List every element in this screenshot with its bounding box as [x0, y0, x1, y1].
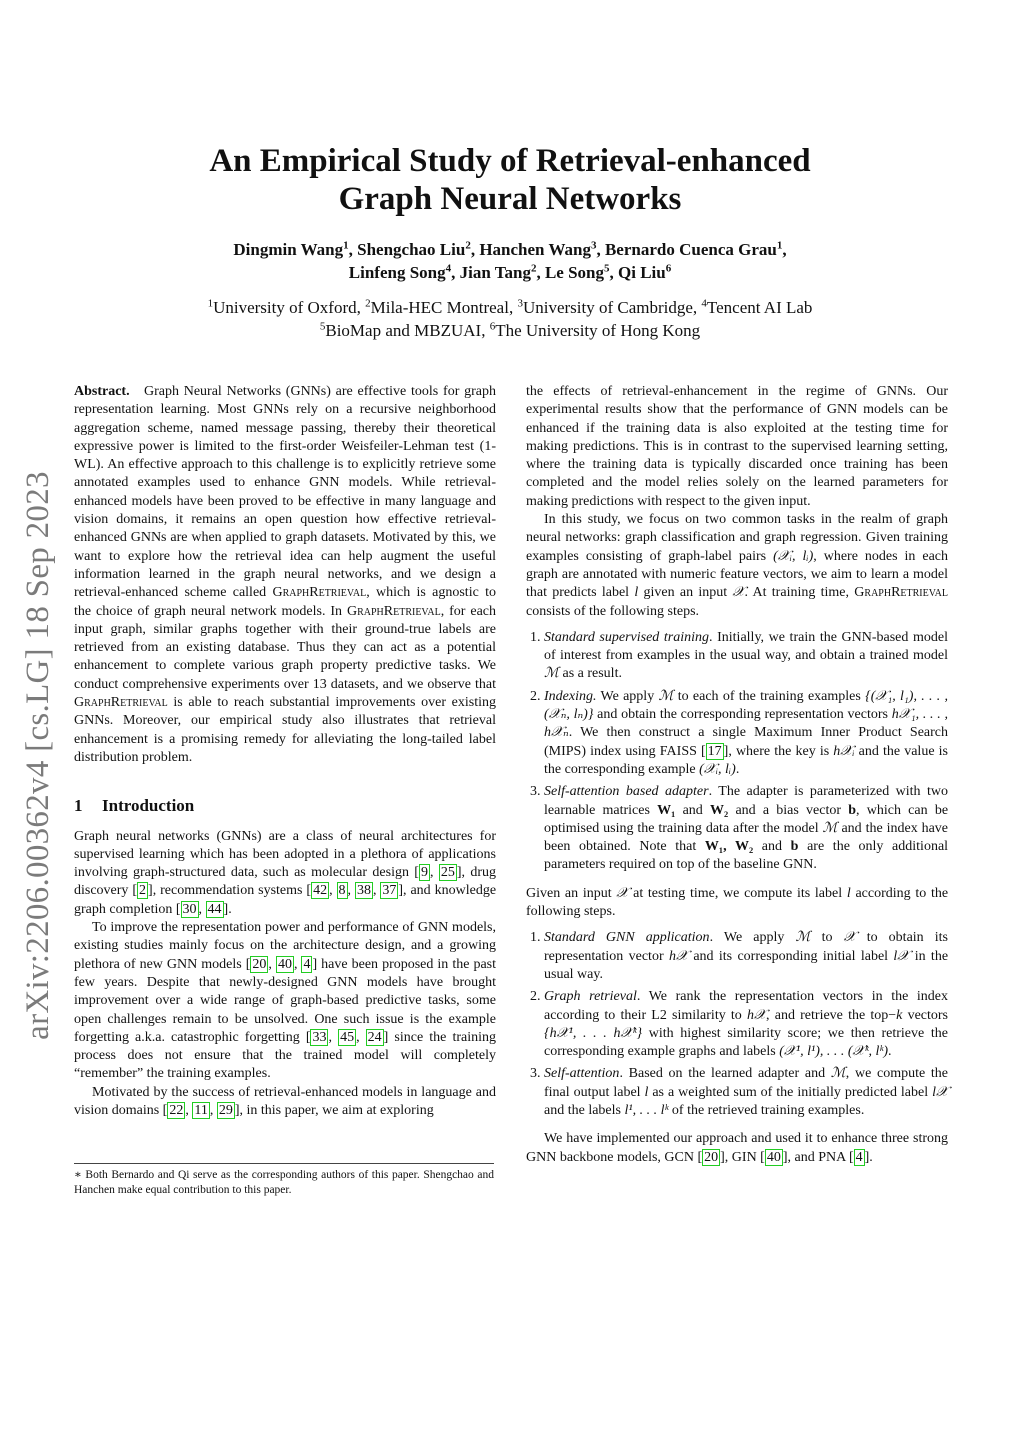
author-name: Hanchen Wang [479, 240, 591, 259]
paragraph-text: as a weighted sum of the initially predicted label [652, 1084, 929, 1100]
affiliation: The University of Hong Kong [495, 321, 701, 340]
math-expression: 𝒳 [732, 585, 745, 601]
abstract-text: , which is agnostic to the choice of graph neural network models. In [74, 585, 496, 619]
affiliation: University of Oxford, [213, 298, 361, 317]
citation-link[interactable]: 38 [356, 883, 371, 899]
abstract [74, 383, 496, 767]
testing-steps-list [526, 929, 948, 1120]
paragraph-text: We have implemented our approach and used it to enhance three strong GNN backbone models, GCN [ [526, 1131, 948, 1165]
title-line-1: An Empirical Study of Retrieval-enhanced [209, 143, 811, 179]
paragraph-text: ], and PNA [ [782, 1149, 854, 1165]
paragraph-text: and [761, 839, 783, 855]
author-affil-mark: 3 [590, 239, 597, 252]
right-paragraph-4 [526, 1130, 948, 1167]
math-expression: h𝒳ᵢ [833, 743, 855, 759]
author-affil-mark: 5 [604, 262, 610, 275]
citation-link[interactable]: 9 [420, 865, 428, 881]
math-expression: ℳ [822, 820, 838, 836]
abstract-label: Abstract. [74, 384, 130, 399]
citation-link[interactable]: 17 [707, 743, 722, 759]
citation-link[interactable]: 45 [340, 1029, 355, 1045]
math-bold: b [790, 839, 799, 855]
paragraph-text: to [821, 930, 833, 946]
paragraph-text: according to the following steps. [526, 885, 949, 920]
math-expression: ℳ [795, 930, 811, 946]
math-expression: (𝒳¹, l¹), . . . (𝒳ᵏ, lᵏ) [779, 1044, 888, 1060]
paragraph-text: and [682, 802, 703, 818]
step-title: Graph retrieval [544, 989, 637, 1005]
method-name: GraphRetrieval [854, 585, 949, 601]
right-paragraph-1: the effects of retrieval-enhancement in the regime of GNNs. Our experimental results show that the performance of GNN models can be enhanced if the training data is also exploited at the testing time for making predictions. This is in contrast to the supervised learning setting, where the training data is typically discarded once training has been completed and the model relies solely on the learned parameters for making predictions with respect to the given input. [526, 384, 948, 509]
citation-link[interactable]: 29 [218, 1102, 233, 1118]
citation-link[interactable]: 40 [766, 1149, 781, 1165]
paragraph-text: and obtain the corresponding representation vectors [597, 707, 888, 723]
math-expression: (𝒳ᵢ, lᵢ) [699, 761, 736, 777]
footnote: ∗ Both Bernardo and Qi serve as the corresponding authors of this paper. Shengchao and Hanchen make equal contribution to this paper. [74, 1169, 494, 1196]
abstract-text: Graph Neural Networks (GNNs) are effective tools for graph representation learning. Most GNNs rely on a recursive neighborhood aggregation scheme, named message passing, thereby their theoretical expressive power is limited to the first-order Weisfeiler-Lehman test (1-WL). An effective approach to this challenge is to explicitly retrieve some annotated examples used to enhance GNN models. While retrieval-enhanced models have been proved to be effective in many language and vision domains, it remains an open question how effective retrieval-enhanced GNNs are when applied to graph datasets. Motivated by this, we want to explore how the retrieval idea can help augment the useful information learned in the graph neural networks, and we design a retrieval-enhanced scheme called [74, 384, 497, 601]
arxiv-side-identifier [8, 450, 68, 1060]
paragraph-text: consists of the following steps. [526, 603, 700, 619]
paragraph-text: To improve the representation power and performance of GNN models, existing studies mainly focus on the architecture design, and a growing plethora of new GNN models [ [74, 920, 496, 972]
paragraph-text: , and retrieve the top− [766, 1007, 897, 1023]
paragraph-text: ], where the key is [723, 743, 830, 759]
paragraph-text: given an input [643, 585, 728, 601]
paragraph-text: . [888, 1044, 892, 1060]
author-name: Linfeng Song [348, 263, 446, 282]
math-expression: 𝒳 [843, 930, 856, 946]
author-affil-mark: 1 [776, 239, 783, 252]
paragraph-text: in the usual way. [544, 948, 949, 982]
citation-link[interactable]: 4 [303, 956, 311, 972]
affiliation: University of Cambridge, [522, 298, 698, 317]
math-expression: l𝒳 [893, 948, 910, 964]
author-name: Dingmin Wang [233, 240, 344, 259]
citation-link[interactable]: 40 [277, 956, 292, 972]
author-name: Bernardo Cuenca Grau [604, 240, 777, 259]
citation-link[interactable]: 33 [312, 1029, 327, 1045]
citation-link[interactable]: 4 [855, 1149, 863, 1165]
paragraph-text: with highest similarity score; we then retrieve the corresponding example graphs and labels [544, 1025, 948, 1060]
list-item [544, 929, 948, 984]
list-item [544, 1065, 948, 1120]
paragraph-text: to obtain its representation vector [544, 930, 948, 964]
paragraph-text: are the only additional parameters required on top of the baseline GNN. [544, 839, 949, 873]
paragraph-text: ], in this paper, we aim at exploring [234, 1102, 434, 1118]
math-expression: l¹, . . . lᵏ [624, 1102, 669, 1118]
author-affil-mark: 1 [343, 239, 349, 252]
math-expression: ℳ [544, 666, 559, 682]
footnote-divider [74, 1163, 494, 1164]
paragraph-text: of the retrieved training examples. [671, 1102, 865, 1118]
paragraph-text: ], GIN [ [720, 1149, 765, 1165]
paragraph-text: and a bias vector [735, 802, 842, 818]
paragraph-text: ]. [864, 1149, 873, 1165]
math-expression: (𝒳ᵢ, lᵢ) [773, 548, 814, 564]
paragraph-text: ], and knowledge graph completion [ [74, 883, 497, 917]
paragraph-text: In this study, we focus on two common tasks in the realm of graph neural networks: graph classification and graph regression. Given training examples consisting of graph-label pairs [526, 512, 948, 564]
math-expression: k [896, 1007, 903, 1023]
citation-link[interactable]: 42 [313, 883, 328, 899]
citation-link[interactable]: 25 [440, 865, 455, 881]
math-expression: l [634, 585, 639, 601]
paragraph-text: Given an input [526, 885, 612, 901]
citation-link[interactable]: 22 [169, 1102, 184, 1118]
paragraph-text: . We apply [709, 930, 785, 946]
math-bold: W₁, W₂ [704, 839, 754, 855]
paragraph-text: and the value is the corresponding example [544, 743, 948, 777]
abstract-text: is able to reach substantial improvements over existing GNNs. Moreover, our empirical study also illustrates that retrieval enhancement is a promising remedy for alleviating the long-tailed label distribution problem. [74, 695, 496, 765]
author-affil-mark: 2 [465, 239, 471, 252]
title-line-2: Graph Neural Networks [338, 181, 682, 217]
paragraph-text: . Initially, we train the GNN-based model of interest from examples in the usual way, and obtain a trained model [544, 629, 948, 664]
intro-paragraph-2: To improve the representation power and performance of GNN models, existing studies mainly focus on the architecture design, and a growing plethora of new GNN models [ 20 , 40 , 4 ] have been proposed in the past few years. Despite that newly-designed GNN models have brought improvement over a wide range of graph-based predictive tasks, some open challenges remain to be unsolved. One such issue is the example forgetting a.k.a. catastrophic forgetting [ 33 , 45 , 24 ] since the training process does not ensure that the trained model will completely “remember” the training examples. [74, 920, 497, 1082]
author-affil-mark: 4 [445, 262, 452, 275]
math-expression: h𝒳₁, . . . , h𝒳ₙ [544, 707, 949, 741]
math-expression: {(𝒳₁, l₁), . . . , (𝒳ₙ, lₙ)} [544, 688, 949, 723]
math-expression: h𝒳 [668, 948, 688, 964]
section-title: Introduction [102, 796, 195, 816]
paragraph-text: Graph neural networks (GNNs) are a class of neural architectures for supervised learning which has been adopted in a plethora of applications involving graph-structured data, such as molecular design [ [74, 828, 496, 881]
paragraph-text: and the index have been obtained. Note that [544, 820, 949, 855]
step-title: Standard GNN application [544, 930, 710, 946]
citation-link[interactable]: 2 [139, 883, 147, 899]
citation-link[interactable]: 11 [194, 1102, 208, 1118]
affil-mark: 2 [365, 297, 371, 310]
intro-paragraph-3: Motivated by the success of retrieval-enhanced models in language and vision domains [ 22 , 11 , 29 ], in this paper, we aim at exploring [74, 1084, 496, 1118]
math-expression: l𝒳 [932, 1084, 948, 1100]
math-expression: ℳ [658, 688, 674, 704]
list-item [544, 629, 948, 684]
paragraph-text: at testing time, we compute its label [633, 885, 843, 901]
method-name: GraphRetrieval [346, 603, 441, 619]
arxiv-id-text: arXiv:2206.00362v4 [cs.LG] 18 Sep 2023 [19, 470, 56, 1040]
math-expression: l [846, 885, 851, 901]
paragraph-text: and its corresponding initial label [693, 948, 889, 964]
paragraph-text: We apply [600, 688, 655, 704]
list-item [544, 783, 948, 874]
affiliation: Mila-HEC Montreal, [370, 298, 514, 317]
author-name: Jian Tang [459, 263, 531, 282]
training-steps-list [526, 629, 948, 875]
paragraph-text: ] have been proposed in the past few years. Despite that newly-designed GNN models have brought improvement over a wide range of graph-based predictive tasks, some open challenges remain to be unsolved. One such issue is the example forgetting a.k.a. catastrophic forgetting [ [74, 956, 497, 1045]
math-expression: ℳ [830, 1066, 846, 1082]
paragraph-text: vectors [907, 1007, 949, 1023]
affiliation: Tencent AI Lab [706, 298, 813, 317]
paragraph-text: , we compute the final output label [544, 1066, 949, 1100]
paragraph-text: to each of the training examples [677, 688, 861, 704]
citation-link[interactable]: 30 [182, 901, 197, 917]
citation-link[interactable]: 20 [252, 956, 267, 972]
list-item [544, 688, 948, 779]
affiliation-list [130, 296, 890, 342]
affil-mark: 3 [517, 297, 523, 310]
right-paragraph-3 [526, 885, 948, 922]
author-list: Dingmin Wang$^1$, Shengchao Liu$^2$, Hanchen Wang$^3$, Bernardo Cuenca Grau$^1$, Linfeng Song$^4$, Jian Tang$^2$, Le Song$^5$, Qi Liu$^6$ [233, 239, 787, 282]
step-title: Standard supervised training [544, 629, 710, 645]
math-expression: l [644, 1084, 649, 1100]
paragraph-text: ], recommendation systems [ [148, 883, 312, 899]
left-column [74, 383, 496, 1120]
step-title: Self-attention [544, 1066, 620, 1082]
paragraph-text: and the labels [544, 1102, 621, 1118]
citation-link[interactable]: 44 [207, 901, 222, 917]
citation-link[interactable]: 20 [704, 1149, 719, 1165]
author-affil-mark: 6 [665, 262, 672, 275]
math-bold: W₁ [657, 802, 676, 818]
section-number: 1 [74, 796, 83, 816]
paragraph-text: . The adapter is parameterized with two learnable matrices [544, 784, 948, 818]
citation-link[interactable]: 8 [338, 883, 346, 899]
author-name: Qi Liu [618, 263, 666, 282]
author-affil-mark: 2 [530, 262, 537, 275]
paragraph-text: . At training time, [744, 585, 850, 601]
citation-link[interactable]: 37 [382, 883, 397, 899]
affil-mark: 6 [489, 320, 496, 333]
section-heading [74, 797, 496, 815]
math-expression: 𝒳 [616, 885, 629, 901]
paragraph-text: . [735, 761, 740, 777]
math-bold: b [848, 802, 857, 818]
step-title: Self-attention based adapter [544, 784, 709, 800]
paragraph-text: Motivated by the success of retrieval-enhanced models in language and vision domains [ [74, 1084, 496, 1118]
paper-title [150, 142, 870, 218]
list-item [544, 988, 948, 1061]
right-paragraph-2 [526, 511, 948, 621]
math-bold: W₂ [710, 802, 729, 818]
abstract-text: , for each input graph, similar graphs together with their ground-true labels are retrieved from an existing database. Thus they can act as a potential enhancement to complete various graph property predictive tasks. We conduct comprehensive experiments over 13 datasets, and we observe that [74, 603, 497, 692]
affil-mark: 1 [207, 297, 214, 310]
affil-mark: 5 [319, 320, 326, 333]
right-column [526, 383, 948, 1167]
affil-mark: 4 [701, 297, 707, 310]
paragraph-text: . We then construct a single Maximum Inner Product Search (MIPS) index using FAISS [ [544, 725, 948, 759]
paragraph-text: , where nodes in each graph are annotated with numeric feature vectors, we aim to learn a model that predicts label [526, 548, 948, 601]
affiliation: BioMap and MBZUAI, [325, 321, 486, 340]
citation-link[interactable]: 24 [367, 1029, 382, 1045]
step-title: Indexing. [544, 688, 597, 704]
paragraph-text: as a result. [562, 666, 622, 682]
method-name: GraphRetrieval [74, 695, 168, 711]
math-expression: h𝒳 [747, 1007, 767, 1023]
paragraph-text: ], drug discovery [ [74, 865, 497, 899]
paragraph-text: . We rank the representation vectors in the index according to their L2 similarity to [544, 989, 949, 1023]
intro-paragraph-1: Graph neural networks (GNNs) are a class of neural architectures for supervised learning which has been adopted in a plethora of applications involving graph-structured data, such as molecular design [ 9 , 25 ], drug discovery [ 2 ], recommendation systems [ 42 , 8 , 38 , 37 ], and knowledge graph completion [ 30 , 44 ]. [74, 828, 497, 917]
method-name: GraphRetrieval [272, 585, 367, 601]
math-expression: {h𝒳¹, . . . h𝒳ᵏ} [544, 1025, 643, 1041]
paragraph-text: ] since the training process does not ensure that the trained model will completely “remember” the training examples. [74, 1029, 497, 1082]
author-name: Shengchao Liu [357, 240, 466, 259]
paragraph-text: ]. [223, 901, 232, 917]
paragraph-text: . Based on the learned adapter and [619, 1066, 826, 1082]
author-name: Le Song [544, 263, 605, 282]
paragraph-text: , which can be optimised using the training data after the model [544, 802, 949, 836]
